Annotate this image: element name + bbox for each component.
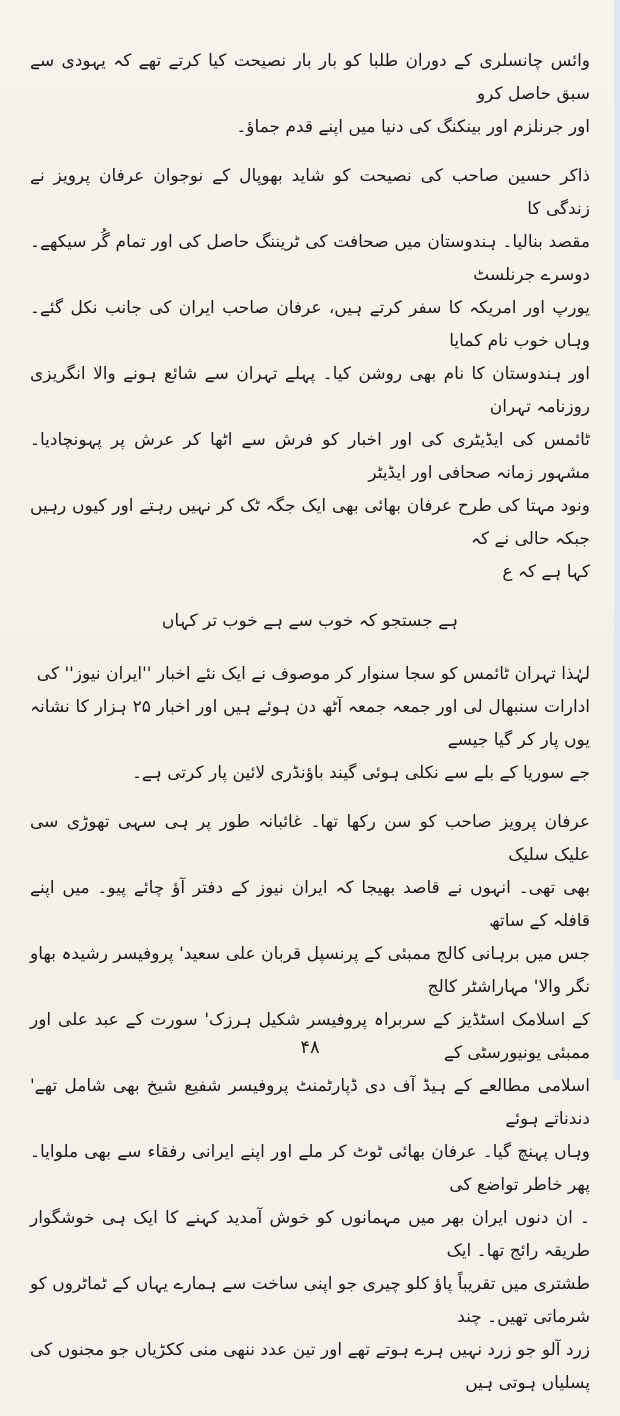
text-line: کے اسلامک اسٹڈیز کے سربراہ پروفیسر شکیل ہرزک' سورت کے عبد علی اور ممبئی یونیورسٹی کے [30,1010,590,1063]
text-line: زرد آلو جو زرد نہیں ہرے ہوتے تھے اور تین عدد ننھی منی ککڑیاں جو مجنوں کی پسلیاں ہوتی ہیں [30,1340,590,1393]
text-line: عرفان پرویز صاحب کو سن رکھا تھا۔ غائبانہ طور پر ہی سہی تھوڑی سی علیک سلیک [30,812,590,865]
text-line: اور جرنلزم اور بینکنگ کی دنیا میں اپنے قدم جماؤ۔ [236,117,590,137]
text-line: ٹائمس کی ایڈیٹری کی اور اخبار کو فرش سے اٹھا کر عرش پر پہونچادیا۔ مشہور زمانہ صحافی اور ایڈیٹر [30,430,590,483]
text-line: لہٰذا تہران ٹائمس کو سجا سنوار کر موصوف نے ایک نئے اخبار ''ایران نیوز'' کی [36,664,590,684]
text-line: ادارات سنبھال لی اور جمعہ جمعہ آٹھ دن ہوئے ہیں اور اخبار ۲۵ ہزار کا نشانہ یوں پار کر گیا جیسے [30,697,590,750]
page-text [30,45,590,1416]
text-line: جس میں برہانی کالج ممبئی کے پرنسپل قربان علی سعید' پروفیسر رشیدہ بھاو نگر والا' مہاراشٹر کالج [30,944,590,997]
text-line: یورپ اور امریکہ کا سفر کرتے ہیں، عرفان صاحب ایران کی جانب نکل گئے۔ وہاں خوب نام کمایا [30,298,590,351]
text-line: وہاں پہنچ گیا۔ عرفان بھائی ٹوٹ کر ملے اور اپنے ایرانی رفقاء سے بھی ملوایا۔ پھر خاطر تواضع کی [30,1142,590,1195]
page-edge [614,0,620,1080]
page-number: ۴۸ [300,1037,320,1058]
text-line: بھی تھی۔ انہوں نے قاصد بھیجا کہ ایران نیوز کے دفتر آؤ چائے پیو۔ میں اپنے قافلہ کے ساتھ [30,878,590,931]
text-line: اور ہندوستان کا نام بھی روشن کیا۔ پہلے تہران سے شائع ہونے والا انگریزی روزنامہ تہران [30,364,590,417]
text-line: جے سوریا کے بلے سے نکلی ہوئی گیند باؤنڈری لائین پار کرتی ہے۔ [131,763,590,783]
text-line: مقصد بنالیا۔ ہندوستان میں صحافت کی ٹریننگ حاصل کی اور تمام گُر سیکھے۔ دوسرے جرنلسٹ [30,232,590,285]
text-line: کہا ہے کہ ع [502,562,590,582]
text-line: ۔ ان دنوں ایران بھر میں مہمانوں کو خوش آمدید کہنے کا ایک ہی خوشگوار طریقہ رائج تھا۔ ایک [30,1208,590,1261]
paragraph-4 [30,806,590,1400]
text-line: اسلامی مطالعے کے ہیڈ آف دی ڈپارٹمنٹ پروفیسر شفیع شیخ بھی شامل تھے' دندناتے ہوئے [30,1076,590,1129]
text-line: وائس چانسلری کے دوران طلبا کو بار بار نصیحت کیا کرتے تھے کہ یہودی سے سبق حاصل کرو [30,51,590,104]
text-line: ذاکر حسین صاحب کی نصیحت کو شاید بھوپال کے نوجوان عرفان پرویز نے زندگی کا [30,166,590,219]
text-line: طشتری میں تقریباً پاؤ کلو چیری جو اپنی ساخت سے ہمارے یہاں کے ٹماٹروں کو شرماتی تھیں۔ چند [30,1274,590,1327]
paragraph-2 [30,160,590,589]
poetry-verse: ہے جستجو کہ خوب سے ہے خوب تر کہاں [161,611,459,631]
paragraph-3 [30,658,590,790]
text-line: ونود مہتا کی طرح عرفان بھائی بھی ایک جگہ ٹک کر نہیں رہتے اور کیوں رہیں جبکہ حالی نے کہ [30,496,590,549]
paragraph-1 [30,45,590,144]
